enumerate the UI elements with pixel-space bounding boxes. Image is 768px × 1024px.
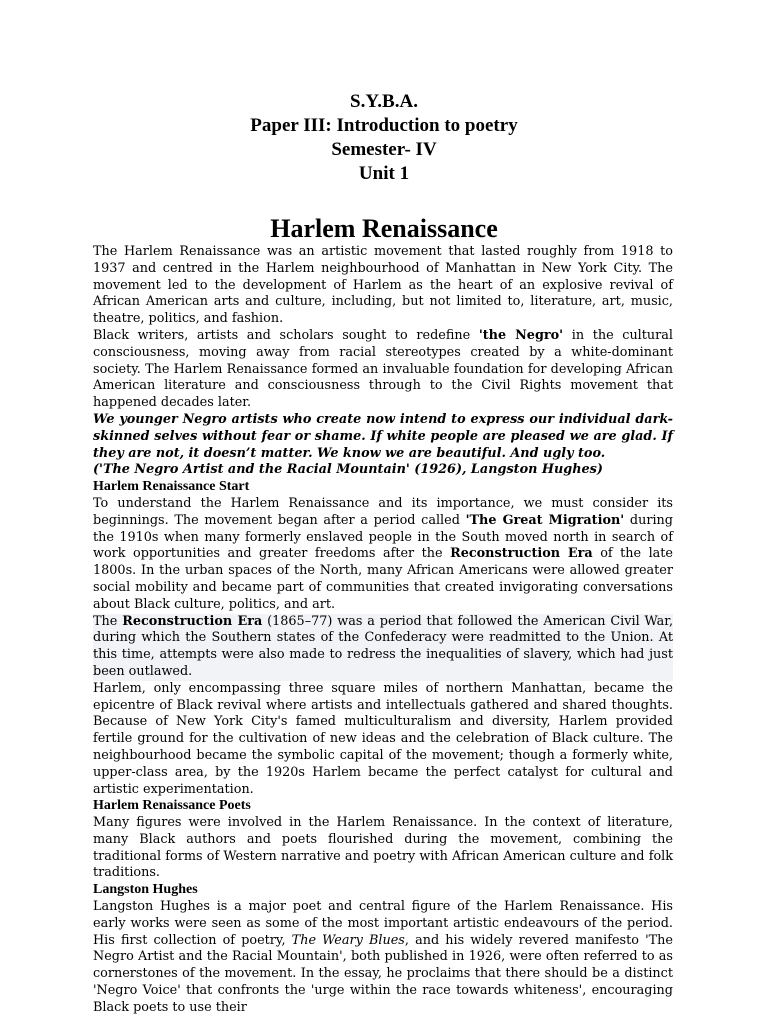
text-run: To understand the Harlem Renaissance and its importance, we must consider its beginnings. The movement began after a period called <box>93 495 673 528</box>
bold-term: 'The Great Migration' <box>465 512 625 528</box>
bold-term: Reconstruction Era <box>450 546 593 562</box>
document-body <box>93 244 673 1017</box>
poets-paragraph-1: Many figures were involved in the Harlem Renaissance. In the context of literature, many Black authors and poets flourished during the movement, combining the traditional forms of Western narrative and poetry with African American culture and folk traditions. <box>93 815 673 881</box>
paper-label: Paper III: Introduction to poetry <box>250 115 518 136</box>
page-title: Harlem Renaissance <box>270 214 498 243</box>
intro-paragraph-1: The Harlem Renaissance was an artistic movement that lasted roughly from 1918 to 1937 and centred in the Harlem neighbourhood of Manhattan in New York City. The movement led to the development of Harlem as the heart of an explosive revival of African American arts and culture, including, but not limited to, literature, art, music, theatre, politics, and fashion. <box>93 244 673 327</box>
text-run: in the cultural consciousness, moving away from racial stereotypes created by a white-dominant society. The Harlem Renaissance formed an invaluable foundation for developing African American literature and consciousness through to the Civil Rights movement that happened decades later. <box>93 327 673 411</box>
italic-title: The Weary Blues <box>291 932 405 948</box>
text-run: Langston Hughes is a major poet and central figure of the Harlem Renaissance. His early works were seen as some of the most important artistic endeavours of the period. His first collection of poetry, <box>93 899 673 948</box>
start-paragraph-3: Harlem, only encompassing three square miles of northern Manhattan, became the epicentre of Black revival where artists and intellectuals gathered and shared thoughts. Because of New York City's famed multiculturalism and diversity, Harlem provided fertile ground for the cultivation of new ideas and the celebration of Black culture. The neighbourhood became the symbolic capital of the movement; though a formerly white, upper-class area, by the 1920s Harlem became the perfect catalyst for cultural and artistic experimentation. <box>93 680 673 797</box>
text-run: (1865–77) was a period that followed the American Civil War, during which the Southern states of the Confederacy were readmitted to the Union. At this time, attempts were also made to redress the inequalities of slavery, which had just been outlawed. <box>93 613 674 679</box>
text-run: , and his widely revered manifesto 'The Negro Artist and the Racial Mountain', both published in 1926, were often referred to as cornerstones of the movement. In the essay, he proclaims that there should be a distinct 'Negro Voice' that confronts the 'urge within the race towards whiteness', encouraging Black poets to use their <box>93 932 673 1015</box>
course-label: S.Y.B.A. <box>350 91 418 112</box>
section-heading-start: Harlem Renaissance Start <box>93 479 250 495</box>
hughes-paragraph-1 <box>93 899 673 1017</box>
text-run: Black writers, artists and scholars sought to redefine <box>93 327 479 343</box>
bold-term: 'the Negro' <box>478 327 564 343</box>
bold-term: Reconstruction Era <box>122 613 263 629</box>
section-heading-poets: Harlem Renaissance Poets <box>93 798 251 814</box>
text-run: The <box>93 613 123 629</box>
quote-source: ('The Negro Artist and the Racial Mountain' (1926), Langston Hughes) <box>93 462 603 478</box>
text-run: of the late 1800s. In the urban spaces of the North, many African Americans were allowed greater social mobility and became part of communities that created invigorating conversations about Black culture, politics, and art. <box>93 546 674 612</box>
document-header <box>0 90 768 186</box>
intro-paragraph-2 <box>93 328 673 412</box>
start-paragraph-1 <box>93 496 673 614</box>
quote-text: We younger Negro artists who create now intend to express our individual dark-skinned selves without fear or shame. If white people are pleased we are glad. If they are not, it doesn’t matter. We know we are beautiful. And ugly too. <box>93 411 673 461</box>
section-heading-hughes: Langston Hughes <box>93 882 198 898</box>
semester-label: Semester- IV <box>331 139 437 160</box>
text-run: during the 1910s when many formerly enslaved people in the South moved north in search of work opportunities and greater freedoms after the <box>93 512 673 562</box>
start-paragraph-2 <box>93 614 673 681</box>
unit-label: Unit 1 <box>358 163 410 184</box>
